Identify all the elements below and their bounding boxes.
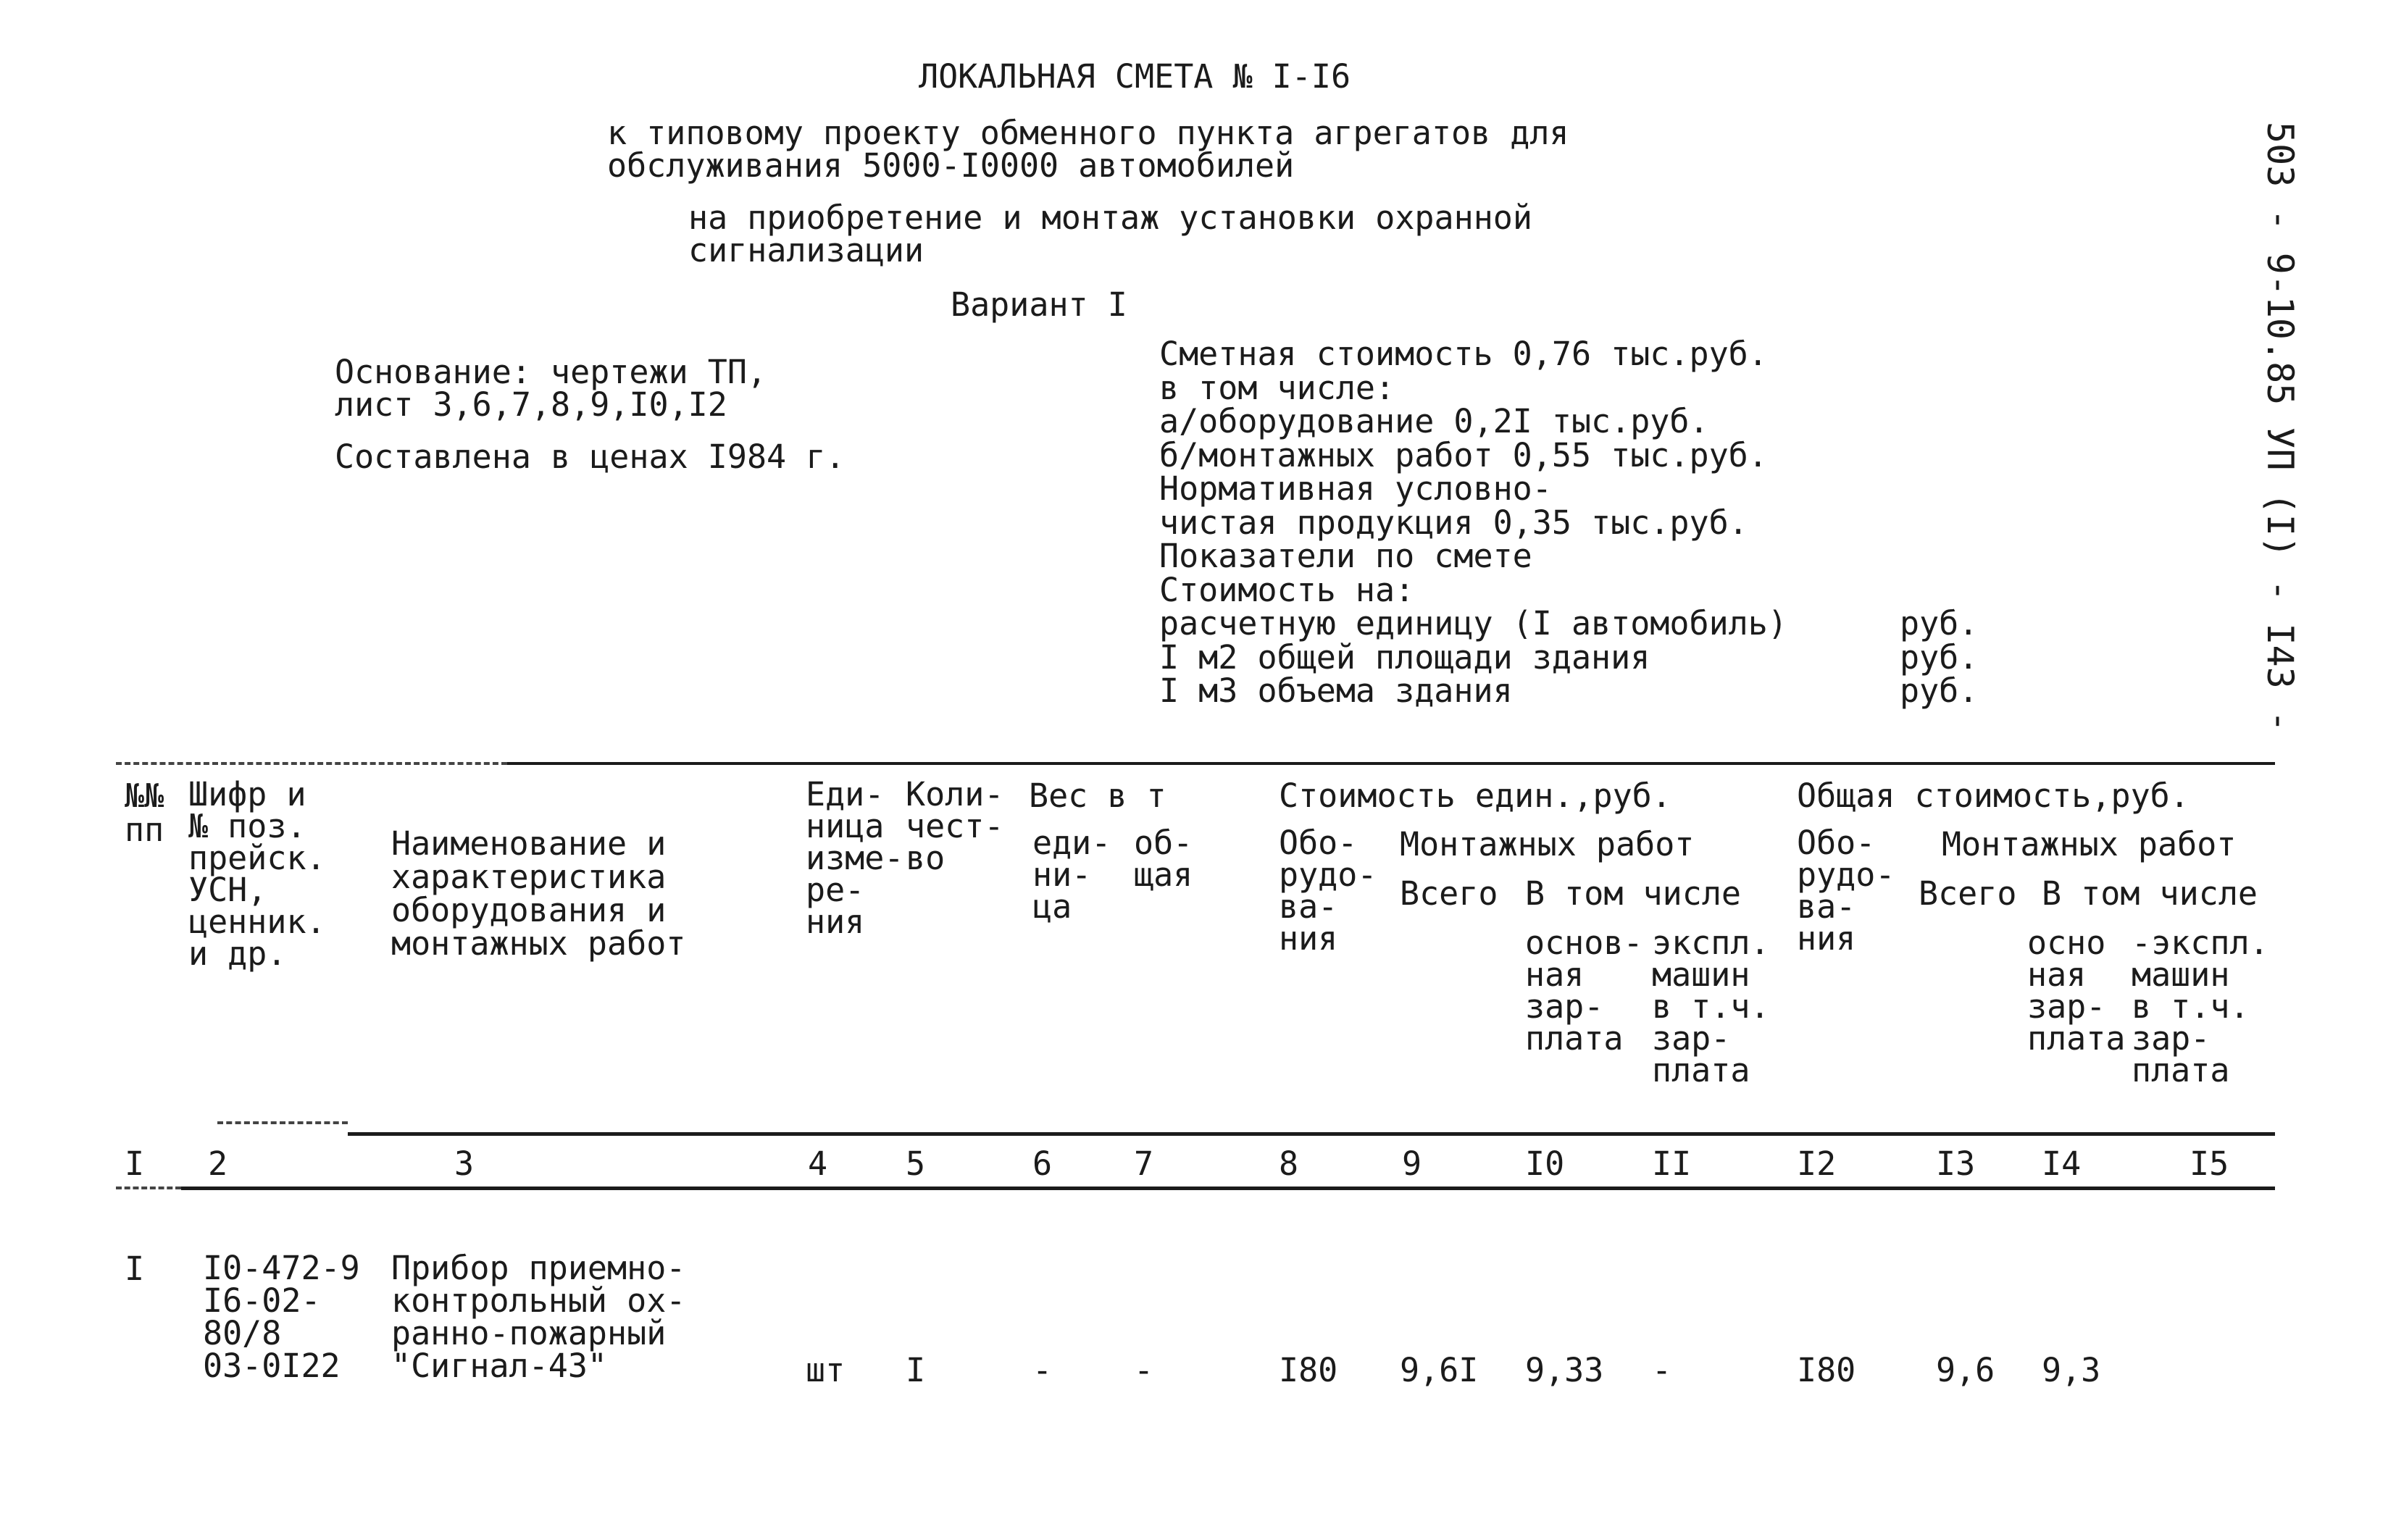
column-number: 2 <box>208 1144 228 1183</box>
summary-line: чистая продукция 0,35 тыс.руб. <box>1159 503 1748 542</box>
summary-unit: руб. <box>1900 638 1979 677</box>
row-machines: - <box>1652 1351 1672 1389</box>
col-header-equipment-total: Обо- рудо- ва- ния <box>1797 824 1895 958</box>
col-header-mounting2: Монтажных работ <box>1942 825 2237 863</box>
column-number: 6 <box>1032 1144 1053 1183</box>
col-header-machines: экспл. машин в т.ч. зар- плата <box>1652 924 1770 1089</box>
row-weight-unit: - <box>1032 1351 1053 1389</box>
col-header-salary: основ- ная зар- плата <box>1525 924 1643 1058</box>
basis-drawings: Основание: чертежи ТП, <box>335 353 767 391</box>
summary-line: Нормативная условно- <box>1159 469 1552 508</box>
column-number: I4 <box>2042 1144 2082 1183</box>
row-salary: 9,33 <box>1525 1351 1604 1389</box>
col-header-weight: Вес в т <box>1029 777 1166 815</box>
col-header-weight-unit: еди- ни- ца <box>1032 824 1111 926</box>
summary-line: а/оборудование 0,2I тыс.руб. <box>1159 402 1709 440</box>
row-equipment-cost: I80 <box>1279 1351 1338 1389</box>
column-number: 8 <box>1279 1144 1299 1183</box>
column-number: 3 <box>454 1144 475 1183</box>
col-header-total-cost: Общая стоимость,руб. <box>1797 777 2190 815</box>
row-unit: шт <box>806 1351 846 1389</box>
col-header-mounting: Монтажных работ <box>1400 825 1695 863</box>
column-number: 4 <box>808 1144 828 1183</box>
row-number: I <box>125 1250 145 1288</box>
basis-prices: Составлена в ценах I984 г. <box>335 438 846 476</box>
column-number: 9 <box>1402 1144 1422 1183</box>
row-name: Прибор приемно- контрольный ох- ранно-пожарный "Сигнал-43" <box>391 1249 686 1385</box>
col-header-quantity: Коли- чест- во <box>906 775 1004 877</box>
col-header-including: В том числе <box>1525 874 1742 913</box>
summary-line: в том числе: <box>1159 369 1395 407</box>
summary-line: б/монтажных работ 0,55 тыс.руб. <box>1159 436 1768 474</box>
column-numbers-rule <box>181 1187 2275 1190</box>
col-header-mounting-total: Всего <box>1400 874 1498 913</box>
col-header-including2: В том числе <box>2042 874 2258 913</box>
column-numbers-dashed-rule <box>116 1187 181 1189</box>
column-number: I2 <box>1797 1144 1837 1183</box>
basis-sheets: лист 3,6,7,8,9,I0,I2 <box>335 385 727 424</box>
row-quantity: I <box>906 1351 926 1389</box>
summary-unit: руб. <box>1900 604 1979 643</box>
header-top-dashed-rule <box>116 762 507 765</box>
document-subtitle-line1: к типовому проекту обменного пункта агрегатов для <box>607 114 1569 152</box>
purpose-line1: на приобретение и монтаж установки охранной <box>688 198 1532 237</box>
col-header-code: Шифр и № поз. прейск. УСН, ценник. и др. <box>188 775 326 973</box>
col-header-weight-total: об- щая <box>1134 824 1193 894</box>
col-header-equipment: Обо- рудо- ва- ния <box>1279 824 1377 958</box>
side-document-code: 503 - 9-10.85 УП (I) - I43 - <box>2259 122 2301 732</box>
summary-line: Показатели по смете <box>1159 537 1532 575</box>
col-header-unit-cost: Стоимость един.,руб. <box>1279 777 1671 815</box>
row-mounting-total: 9,6I <box>1400 1351 1479 1389</box>
col-header-unit: Еди- ница изме- ре- ния <box>806 775 904 941</box>
row-salary-total: 9,3 <box>2042 1351 2101 1389</box>
row-equipment-total: I80 <box>1797 1351 1856 1389</box>
summary-line: I м3 объема здания <box>1159 671 1513 710</box>
document-title: ЛОКАЛЬНАЯ СМЕТА № I-I6 <box>919 57 1351 96</box>
col-header-name: Наименование и характеристика оборудования и монтажных работ <box>391 824 686 963</box>
column-number: I <box>125 1144 145 1183</box>
column-number: II <box>1652 1144 1692 1183</box>
header-top-rule <box>507 762 2275 765</box>
purpose-line2: сигнализации <box>688 231 924 269</box>
column-number: 7 <box>1134 1144 1154 1183</box>
header-bottom-dashed-rule <box>217 1121 348 1124</box>
summary-line: Сметная стоимость 0,76 тыс.руб. <box>1159 335 1768 373</box>
row-code: I0-472-9 I6-02- 80/8 03-0I22 <box>203 1249 360 1385</box>
column-number: I3 <box>1936 1144 1976 1183</box>
col-header-salary-total: осно ная зар- плата <box>2027 924 2126 1058</box>
column-number: I0 <box>1525 1144 1565 1183</box>
document-subtitle-line2: обслуживания 5000-I0000 автомобилей <box>607 146 1295 185</box>
col-header-mounting-total2: Всего <box>1919 874 2017 913</box>
variant-label: Вариант I <box>951 285 1127 324</box>
col-header-number: №№ пп <box>125 777 164 849</box>
column-number: 5 <box>906 1144 926 1183</box>
summary-unit: руб. <box>1900 671 1979 710</box>
header-bottom-rule <box>348 1132 2275 1136</box>
row-weight-total: - <box>1134 1351 1154 1389</box>
col-header-machines-total: -экспл. машин в т.ч. зар- плата <box>2132 924 2269 1089</box>
summary-line: расчетную единицу (I автомобиль) <box>1159 604 1787 643</box>
column-number: I5 <box>2190 1144 2229 1183</box>
summary-line: Стоимость на: <box>1159 571 1415 609</box>
summary-line: I м2 общей площади здания <box>1159 638 1650 677</box>
row-mounting-total2: 9,6 <box>1936 1351 1995 1389</box>
